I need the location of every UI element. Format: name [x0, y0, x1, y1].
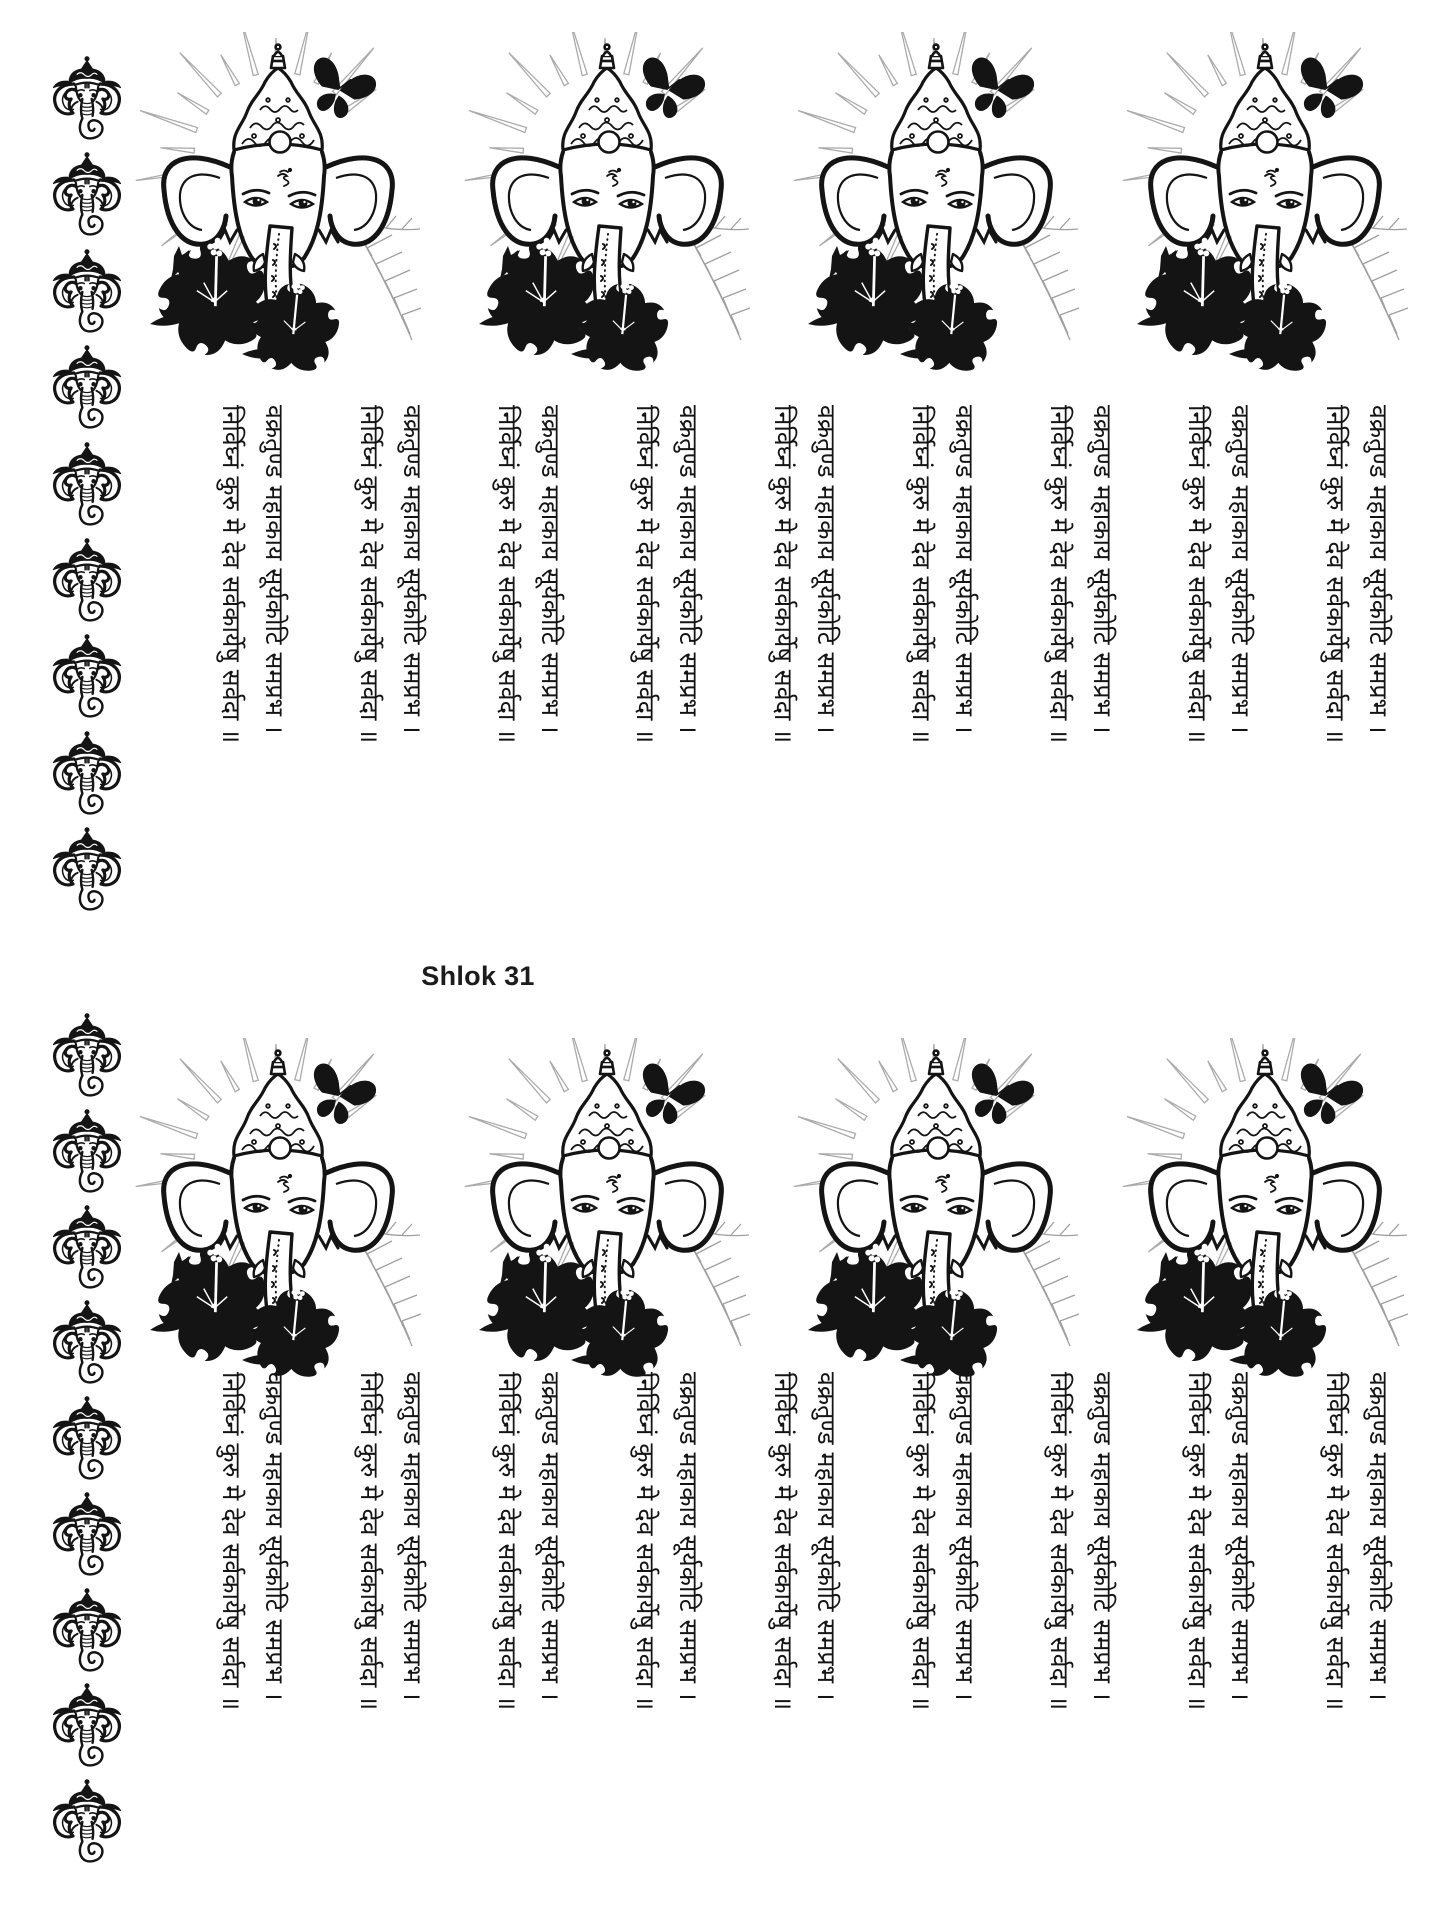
shloka-rotated-block [624, 405, 710, 917]
ganesha-artwork-image [780, 1038, 1080, 1383]
ganesha-head-icon [48, 1491, 126, 1577]
shloka-line-2: निर्विघ्नं कुरु मे देव सर्वकार्येषु सर्वदा ॥ [631, 1372, 660, 1711]
shloka-line-1: वक्रतुण्ड महाकाय सूर्यकोटि समप्रभ । [1364, 1372, 1393, 1701]
shloka-line-1: वक्रतुण्ड महाकाय सूर्यकोटि समप्रभ । [398, 1372, 427, 1701]
shloka-rotated-block [1038, 1372, 1124, 1884]
shloka-line-2: निर्विघ्नं कुरु मे देव सर्वकार्येषु सर्वदा ॥ [1321, 405, 1350, 744]
ganesha-head-icon [48, 1682, 126, 1768]
shloka-rotated-block [1176, 1372, 1262, 1884]
ganesha-artwork-image [451, 1038, 751, 1383]
shloka-line-2: निर्विघ्नं कुरु मे देव सर्वकार्येषु सर्वदा ॥ [217, 405, 246, 744]
shloka-rotated-block [1176, 405, 1262, 917]
shloka-rotated-block [210, 405, 296, 917]
shloka-rotated-block [210, 1372, 296, 1884]
shloka-line-2: निर्विघ्नं कुरु मे देव सर्वकार्येषु सर्वदा ॥ [631, 405, 660, 744]
ganesha-artwork-image [122, 1038, 422, 1383]
ganesha-head-icon [48, 537, 126, 623]
shloka-line-2: निर्विघ्नं कुरु मे देव सर्वकार्येषु सर्वदा ॥ [769, 405, 798, 744]
shloka-rotated-block [900, 1372, 986, 1884]
shloka-line-2: निर्विघ्नं कुरु मे देव सर्वकार्येषु सर्वदा ॥ [1321, 1372, 1350, 1711]
shloka-line-2: निर्विघ्नं कुरु मे देव सर्वकार्येषु सर्वदा ॥ [217, 1372, 246, 1711]
ganesha-head-icon [48, 151, 126, 237]
shloka-line-2: निर्विघ्नं कुरु मे देव सर्वकार्येषु सर्वदा ॥ [493, 405, 522, 744]
ganesha-head-icon [48, 1204, 126, 1290]
shloka-vertical-text-pair [900, 405, 986, 917]
ganesha-head-icon [48, 1778, 126, 1864]
ganesha-head-icon [48, 55, 126, 141]
shloka-vertical-text-pair [624, 1372, 710, 1884]
shloka-line-2: निर्विघ्नं कुरु मे देव सर्वकार्येषु सर्वदा ॥ [355, 405, 384, 744]
shloka-rotated-block [1314, 405, 1400, 917]
shloka-vertical-text-pair [348, 1372, 434, 1884]
shloka-rotated-block [348, 1372, 434, 1884]
shloka-rotated-block [348, 405, 434, 917]
shloka-line-1: वक्रतुण्ड महाकाय सूर्यकोटि समप्रभ । [260, 1372, 289, 1701]
ganesha-head-icon [48, 826, 126, 912]
shloka-vertical-text-pair [210, 405, 296, 917]
shloka-line-1: वक्रतुण्ड महाकाय सूर्यकोटि समप्रभ । [536, 1372, 565, 1701]
ganesha-artwork-image [122, 32, 422, 377]
ganesha-head-icon [48, 1108, 126, 1194]
shloka-vertical-text-pair [762, 1372, 848, 1884]
shloka-rotated-block [762, 405, 848, 917]
artwork-row-top [122, 32, 1409, 377]
shlok-number-label: Shlok 31 [421, 961, 535, 991]
shloka-line-1: वक्रतुण्ड महाकाय सूर्यकोटि समप्रभ । [1364, 405, 1393, 734]
ganesha-artwork-image [1109, 32, 1409, 377]
ganesha-head-icon [48, 1299, 126, 1385]
shloka-line-1: वक्रतुण्ड महाकाय सूर्यकोटि समप्रभ । [674, 405, 703, 734]
shloka-line-1: वक्रतुण्ड महाकाय सूर्यकोटि समप्रभ । [1226, 1372, 1255, 1701]
shloka-vertical-text-pair [348, 405, 434, 917]
ganesha-head-icon [48, 441, 126, 527]
ganesha-head-icon [48, 633, 126, 719]
shloka-vertical-text-pair [1176, 405, 1262, 917]
ganesha-artwork-image [780, 32, 1080, 377]
shloka-vertical-text-pair [486, 1372, 572, 1884]
shloka-vertical-text-pair [1314, 405, 1400, 917]
shloka-text-row-top [210, 405, 1400, 917]
shloka-rotated-block [624, 1372, 710, 1884]
shloka-vertical-text-pair [1038, 1372, 1124, 1884]
shloka-line-1: वक्रतुण्ड महाकाय सूर्यकोटि समप्रभ । [950, 1372, 979, 1701]
ganesha-head-icon [48, 344, 126, 430]
shloka-line-1: वक्रतुण्ड महाकाय सूर्यकोटि समप्रभ । [1088, 1372, 1117, 1701]
shloka-rotated-block [1314, 1372, 1400, 1884]
artwork-row-bottom [122, 1038, 1409, 1383]
shloka-line-1: वक्रतुण्ड महाकाय सूर्यकोटि समप्रभ । [674, 1372, 703, 1701]
shloka-vertical-text-pair [900, 1372, 986, 1884]
ganesha-head-icon [48, 730, 126, 816]
shloka-vertical-text-pair [210, 1372, 296, 1884]
shloka-line-2: निर्विघ्नं कुरु मे देव सर्वकार्येषु सर्वदा ॥ [1045, 1372, 1074, 1711]
shloka-rotated-block [486, 405, 572, 917]
shloka-line-2: निर्विघ्नं कुरु मे देव सर्वकार्येषु सर्वदा ॥ [1183, 405, 1212, 744]
shloka-line-1: वक्रतुण्ड महाकाय सूर्यकोटि समप्रभ । [398, 405, 427, 734]
shloka-line-1: वक्रतुण्ड महाकाय सूर्यकोटि समप्रभ । [536, 405, 565, 734]
ganesha-head-icon [48, 1587, 126, 1673]
sidebar-ganesha-column-bottom [48, 1012, 126, 1864]
shloka-line-2: निर्विघ्नं कुरु मे देव सर्वकार्येषु सर्वदा ॥ [1045, 405, 1074, 744]
ganesha-artwork-image [1109, 1038, 1409, 1383]
shloka-rotated-block [762, 1372, 848, 1884]
shloka-line-1: वक्रतुण्ड महाकाय सूर्यकोटि समप्रभ । [812, 405, 841, 734]
shloka-line-1: वक्रतुण्ड महाकाय सूर्यकोटि समप्रभ । [1226, 405, 1255, 734]
shloka-line-1: वक्रतुण्ड महाकाय सूर्यकोटि समप्रभ । [812, 1372, 841, 1701]
shloka-line-2: निर्विघ्नं कुरु मे देव सर्वकार्येषु सर्वदा ॥ [907, 405, 936, 744]
shloka-vertical-text-pair [1314, 1372, 1400, 1884]
shloka-vertical-text-pair [1038, 405, 1124, 917]
shloka-line-1: वक्रतुण्ड महाकाय सूर्यकोटि समप्रभ । [1088, 405, 1117, 734]
ganesha-head-icon [48, 1012, 126, 1098]
shloka-line-1: वक्रतुण्ड महाकाय सूर्यकोटि समप्रभ । [260, 405, 289, 734]
ganesha-head-icon [48, 1395, 126, 1481]
shloka-vertical-text-pair [486, 405, 572, 917]
shloka-rotated-block [900, 405, 986, 917]
shloka-line-2: निर्विघ्नं कुरु मे देव सर्वकार्येषु सर्वदा ॥ [907, 1372, 936, 1711]
shloka-line-2: निर्विघ्नं कुरु मे देव सर्वकार्येषु सर्वदा ॥ [1183, 1372, 1212, 1711]
shloka-text-row-bottom [210, 1372, 1400, 1884]
shloka-rotated-block [486, 1372, 572, 1884]
shloka-rotated-block [1038, 405, 1124, 917]
sidebar-ganesha-column-top [48, 55, 126, 912]
shloka-line-2: निर्विघ्नं कुरु मे देव सर्वकार्येषु सर्वदा ॥ [769, 1372, 798, 1711]
shloka-vertical-text-pair [624, 405, 710, 917]
shloka-vertical-text-pair [762, 405, 848, 917]
shloka-line-2: निर्विघ्नं कुरु मे देव सर्वकार्येषु सर्वदा ॥ [355, 1372, 384, 1711]
shloka-line-2: निर्विघ्नं कुरु मे देव सर्वकार्येषु सर्वदा ॥ [493, 1372, 522, 1711]
shloka-vertical-text-pair [1176, 1372, 1262, 1884]
ganesha-artwork-image [451, 32, 751, 377]
ganesha-head-icon [48, 248, 126, 334]
shloka-line-1: वक्रतुण्ड महाकाय सूर्यकोटि समप्रभ । [950, 405, 979, 734]
